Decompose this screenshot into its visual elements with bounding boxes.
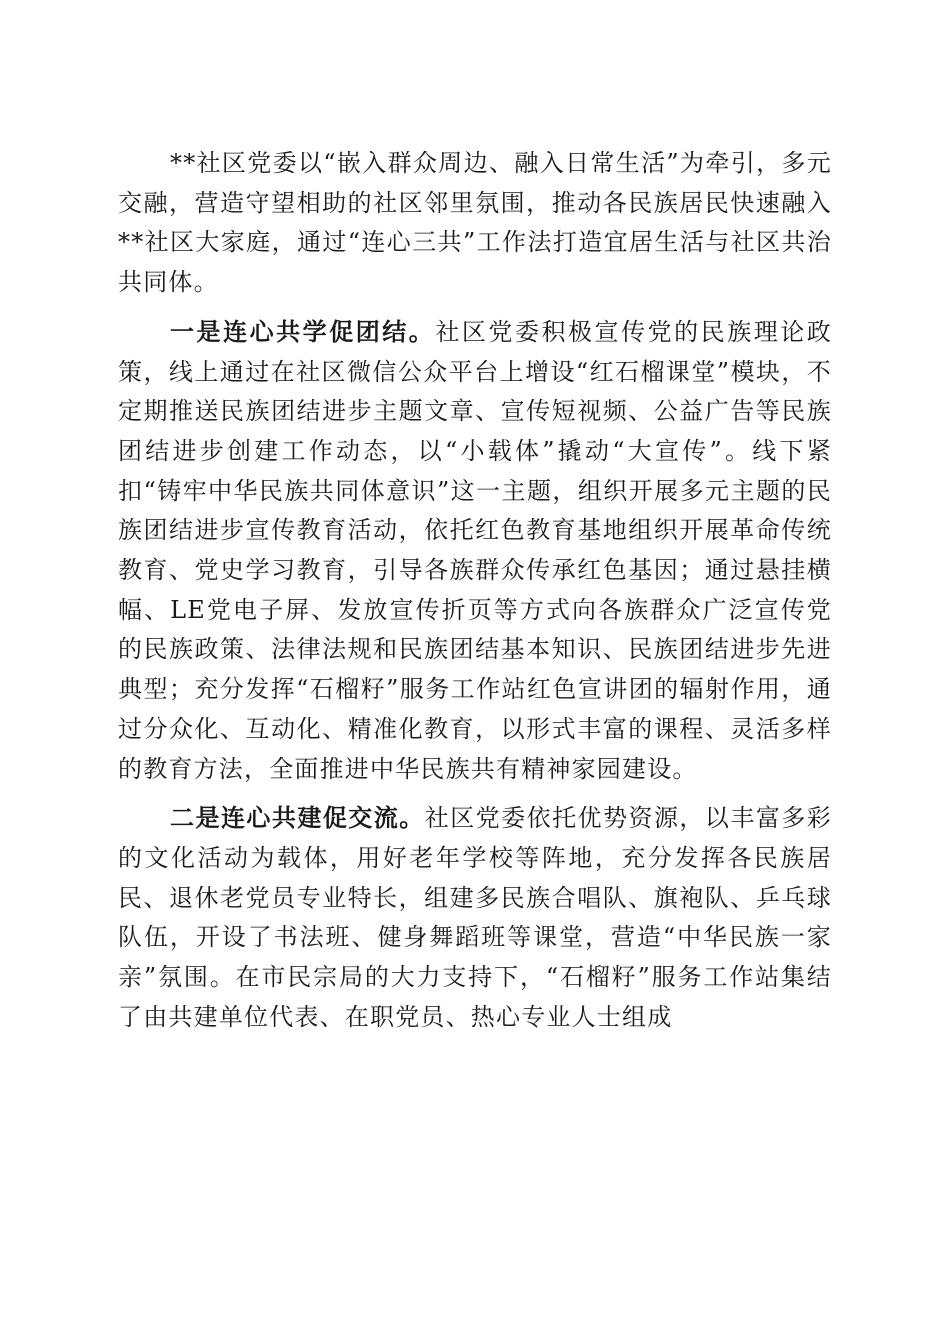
- paragraph-text: 社区党委依托优势资源，以丰富多彩的文化活动为载体，用好老年学校等阵地，充分发挥各民族居民、退休老党员专业特长，组建多民族合唱队、旗袍队、乒乓球队伍，开设了书法班、健身舞蹈班等课堂，营造“中华民族一家亲”氛围。在市民宗局的大力支持下，“石榴籽”服务工作站集结了由共建单位代表、在职党员、热心专业人士组成: [118, 804, 832, 1031]
- paragraph-text: 社区党委积极宣传党的民族理论政策，线上通过在社区微信公众平台上增设“红石榴课堂”模块，不定期推送民族团结进步主题文章、宣传短视频、公益广告等民族团结进步创建工作动态，以“小载体”撬动“大宣传”。线下紧扣“铸牢中华民族共同体意识”这一主题，组织开展多元主题的民族团结进步宣传教育活动，依托红色教育基地组织开展革命传统教育、党史学习教育，引导各族群众传承红色基因；通过悬挂横幅、LE党电子屏、发放宣传折页等方式向各族群众广泛宣传党的民族政策、法律法规和民族团结基本知识、民族团结进步先进典型；充分发挥“石榴籽”服务工作站红色宣讲团的辐射作用，通过分众化、互动化、精准化教育，以形式丰富的课程、灵活多样的教育方法，全面推进中华民族共有精神家园建设。: [118, 317, 833, 783]
- paragraph-text: **社区党委以“嵌入群众周边、融入日常生活”为牵引，多元交融，营造守望相助的社区邻里氛围，推动各民族居民快速融入**社区大家庭，通过“连心三共”工作法打造宜居生活与社区共治共同体。: [118, 149, 832, 297]
- paragraph-lead: 二是连心共建促交流。: [170, 803, 425, 833]
- paragraph-intro: [118, 143, 832, 303]
- paragraph-lead: 一是连心共学促团结。: [170, 316, 436, 346]
- paragraph-study: [118, 312, 832, 789]
- paragraph-build: [118, 798, 832, 1037]
- document-body: [118, 143, 832, 1046]
